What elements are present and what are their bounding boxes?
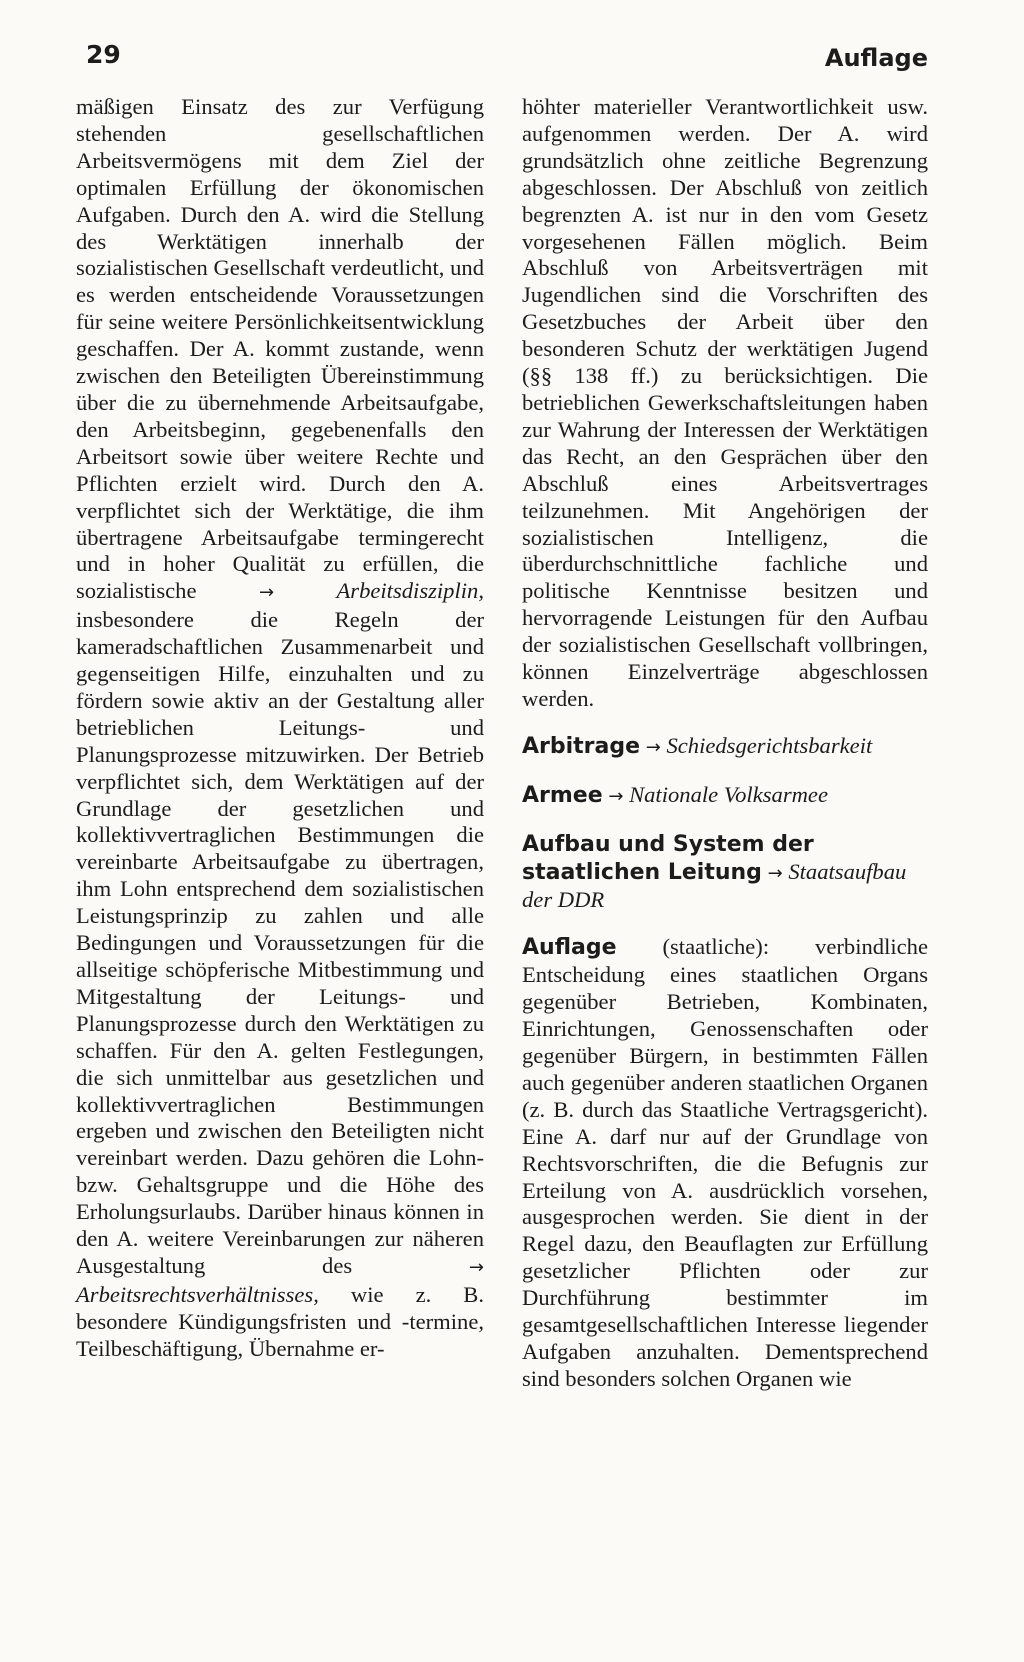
cross-reference-arbeitsdisziplin[interactable]: Arbeitsdisziplin,: [336, 578, 484, 604]
lemma-arbitrage: Arbitrage: [522, 733, 641, 759]
cross-reference-arrow-icon: →: [608, 785, 624, 807]
body-text: mäßigen Einsatz des zur Verfügung stehenden gesellschaftlichen Arbeitsvermögens mit dem Ziel der optimalen Erfüllung der ökonomischen Aufgaben. Durch den A. wird die Stellung des Werktätigen innerhalb der sozialistischen Gesellschaft verdeutlicht, und es werden entscheidende Voraussetzungen für seine weitere Persönlichkeitsentwicklung geschaffen. Der A. kommt zustande, wenn zwischen den Beteiligten Übereinstimmung über die zu übernehmende Arbeitsaufgabe, den Arbeitsbeginn, gegebenenfalls den Arbeitsort sowie über weitere Rechte und Pflichten erzielt wird. Durch den A. verpflichtet sich der Werktätige, die ihm übertragene Arbeitsaufgabe termingerecht und in hoher Qualität zu erfüllen, die sozialistische: [76, 94, 484, 604]
lemma-aufbau-und-system: Aufbau und System der staatlichen Leitung: [522, 831, 814, 885]
running-head: Auflage: [824, 44, 928, 72]
body-text: wie z. B. besondere Kündigungsfristen und -termine, Teilbeschäftigung, Übernahme er-: [76, 1281, 484, 1361]
entry-arbitrage: [522, 733, 928, 762]
left-column: [76, 94, 484, 1363]
entry-armee: [522, 782, 928, 811]
cross-reference-staatsaufbau-der-ddr[interactable]: Staatsaufbau der DDR: [522, 858, 907, 913]
cross-reference-arbeitsrechtsverhaeltnis[interactable]: Arbeitsrechtsverhältnisses,: [76, 1281, 319, 1307]
paragraph-arbeitsvertrag-continued: [76, 94, 484, 1363]
cross-reference-arrow-icon: →: [258, 582, 275, 604]
cross-reference-arrow-icon: →: [767, 862, 783, 884]
cross-reference-arrow-icon: →: [468, 1256, 484, 1278]
lemma-armee: Armee: [522, 782, 603, 808]
body-text: insbesondere die Regeln der kameradschaftlichen Zusammenarbeit und gegenseitigen Hilfe, einzuhalten und zu fördern sowie aktiv an der Gestaltung aller betrieblichen Leitungs- und Planungsprozesse mitzuwirken. Der Betrieb verpflichtet sich, dem Werktätigen auf der Grundlage der gesetzlichen und kollektivvertraglichen Bestimmungen die vereinbarte Arbeitsaufgabe zu übertragen, ihm Lohn entsprechend dem sozialistischen Leistungsprinzip zu zahlen und alle Bedingungen und Voraussetzungen für die allseitige schöpferische Mitbestimmung und Mitgestaltung der Leitungs- und Planungsprozesse durch den Werktätigen zu schaffen. Für den A. gelten Festlegungen, die sich unmittelbar aus gesetzlichen und kollektivvertraglichen Bestimmungen ergeben und zwischen den Beteiligten nicht vereinbart werden. Dazu gehören die Lohn- bzw. Gehaltsgruppe und die Höhe des Erholungsurlaubs. Darüber hinaus können in den A. weitere Vereinbarungen zur näheren Ausgestaltung des: [76, 607, 484, 1278]
entry-auflage: [522, 934, 928, 1392]
right-column: [522, 94, 928, 1393]
entry-auflage-text: (staatliche): verbindliche Entscheidung eines staatlichen Organs gegenüber Betrieben, Kombinaten, Einrichtungen, Genossenschaften oder gegenüber Bürgern, in bestimmten Fällen auch gegenüber anderen staatlichen Organen (z. B. durch das Staatliche Vertragsgericht). Eine A. darf nur auf der Grundlage von Rechtsvorschriften, die die Befugnis zur Erteilung von A. ausdrücklich vorsehen, ausgesprochen werden. Sie dient in der Regel dazu, den Beauflagten zur Erfüllung gesetzlicher Pflichten oder zur Durchführung bestimmter im gesamtgesellschaftlichen Interesse liegender Aufgaben anzuhalten. Dementsprechend sind besonders solchen Organen wie: [522, 934, 928, 1391]
entry-aufbau-und-system: [522, 831, 928, 915]
cross-reference-schiedsgerichtsbarkeit[interactable]: Schiedsgerichtsbarkeit: [666, 732, 873, 758]
page-number: 29: [86, 40, 121, 69]
cross-reference-arrow-icon: →: [645, 736, 661, 758]
lemma-auflage: Auflage: [522, 935, 617, 961]
paragraph-arbeitsvertrag-end: höhter materieller Verantwortlichkeit usw. aufgenommen werden. Der A. wird grundsätzlich ohne zeitliche Begrenzung abgeschlossen. Der Abschluß von zeitlich begrenzten A. ist nur in den vom Gesetz vorgesehenen Fällen möglich. Beim Abschluß von Arbeitsverträgen mit Jugendlichen sind die Vorschriften des Gesetzbuches der Arbeit über den besonderen Schutz der werktätigen Jugend (§§ 138 ff.) zu berücksichtigen. Die betrieblichen Gewerkschaftsleitungen haben zur Wahrung der Interessen der Werktätigen das Recht, an den Gesprächen über den Abschluß eines Arbeitsvertrages teilzunehmen. Mit Angehörigen der sozialistischen Intelligenz, die überdurchschnittliche fachliche und politische Kenntnisse besitzen und hervorragende Leistungen für den Aufbau der sozialistischen Gesellschaft vollbringen, können Einzelverträge abgeschlossen werden.: [522, 94, 928, 711]
cross-reference-nationale-volksarmee[interactable]: Nationale Volksarmee: [629, 781, 828, 807]
